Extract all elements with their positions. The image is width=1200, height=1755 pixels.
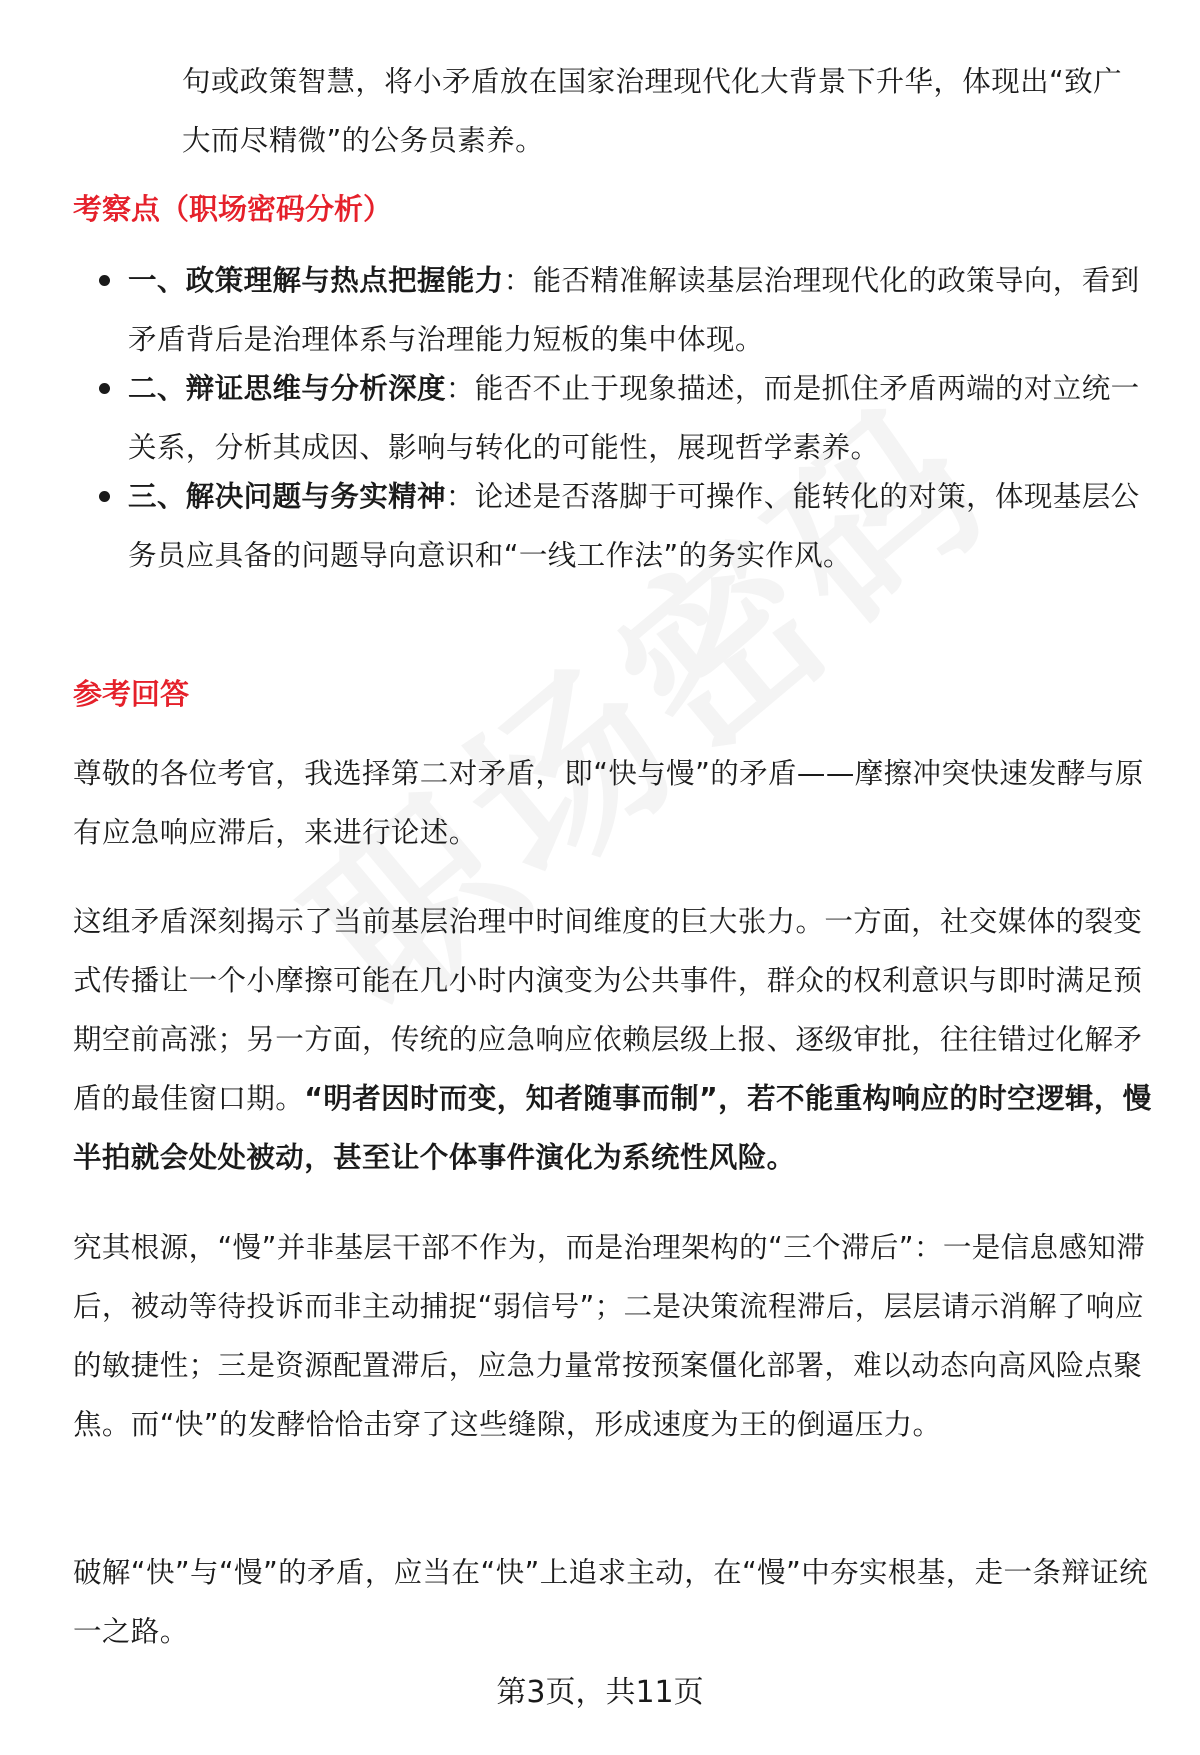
page-number: 第3页，共11页 — [496, 1675, 704, 1710]
list-item-title: 一、政策理解与热点把握能力 — [128, 264, 504, 297]
paragraph-emphasis: “明者因时而变，知者随事而制”，若不能重构响应的时空逻辑，慢半拍就会处处被动，甚至让个体事件演化为系统性风险。 — [73, 1082, 1152, 1174]
bullet-dot — [99, 383, 110, 394]
list-item-title: 二、辩证思维与分析深度 — [128, 372, 446, 405]
bullet-dot — [99, 275, 110, 286]
answer-paragraph-2 — [73, 892, 1153, 1187]
list-item-title: 三、解决问题与务实精神 — [128, 480, 446, 513]
paragraph-text: 这组矛盾深刻揭示了当前基层治理中时间维度的巨大张力。一方面，社交媒体的裂变式传播让一个小摩擦可能在几小时内演变为公共事件，群众的权利意识与即时满足预期空前高涨；另一方面，传统的应急响应依赖层级上报、逐级审批，往往错过化解矛盾的最佳窗口期。 — [73, 905, 1143, 1115]
list-item-body: ：能否不止于现象描述，而是抓住矛盾两端的对立统一关系，分析其成因、影响与转化的可能性，展现哲学素养。 — [128, 372, 1140, 464]
answer-paragraph-1: 尊敬的各位考官，我选择第二对矛盾，即“快与慢”的矛盾——摩擦冲突快速发酵与原有应急响应滞后，来进行论述。 — [73, 757, 1144, 849]
list-item-body: ：论述是否落脚于可操作、能转化的对策，体现基层公务员应具备的问题导向意识和“一线工作法”的务实作风。 — [128, 480, 1140, 572]
section-heading-kaochadian: 考察点（职场密码分析） — [73, 192, 393, 226]
list-item-1 — [128, 251, 1148, 369]
list-item-body: ：能否精准解读基层治理现代化的政策导向，看到矛盾背后是治理体系与治理能力短板的集中体现。 — [128, 264, 1140, 356]
intro-paragraph: 句或政策智慧，将小矛盾放在国家治理现代化大背景下升华，体现出“致广大而尽精微”的公务员素养。 — [182, 65, 1122, 157]
answer-paragraph-3: 究其根源，“慢”并非基层干部不作为，而是治理架构的“三个滞后”：一是信息感知滞后，被动等待投诉而非主动捕捉“弱信号”；二是决策流程滞后，层层请示消解了响应的敏捷性；三是资源配置滞后，应急力量常按预案僵化部署，难以动态向高风险点聚焦。而“快”的发酵恰恰击穿了这些缝隙，形成速度为王的倒逼压力。 — [73, 1231, 1146, 1441]
bullet-dot — [99, 491, 110, 502]
list-item-3 — [128, 467, 1148, 585]
answer-paragraph-4: 破解“快”与“慢”的矛盾，应当在“快”上追求主动，在“慢”中夯实根基，走一条辩证统一之路。 — [73, 1556, 1149, 1648]
section-heading-answer: 参考回答 — [73, 677, 190, 711]
list-item-2 — [128, 359, 1148, 477]
